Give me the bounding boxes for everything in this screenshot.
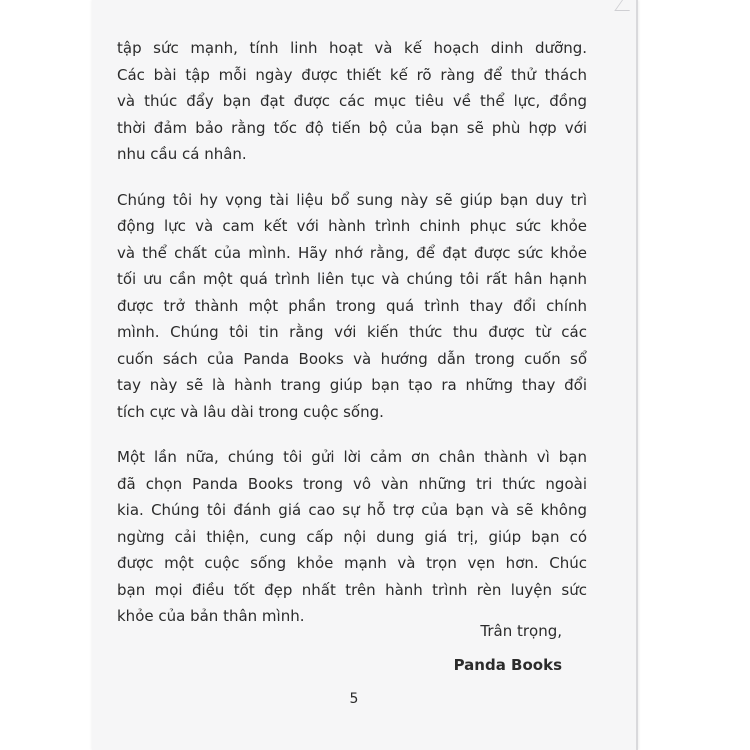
text-line: cuốn sách của Panda Books và hướng dẫn trong cuốn sổ bbox=[117, 349, 587, 368]
text-line: bạn mọi điều tốt đẹp nhất trên hành trình rèn luyện sức bbox=[117, 580, 587, 599]
text-line: khỏe của bản thân mình. bbox=[117, 607, 305, 625]
text-line: được một cuộc sống khỏe mạnh và trọn vẹn hơn. Chúc bbox=[117, 554, 587, 572]
closing-block bbox=[454, 616, 562, 680]
text-line: đã chọn Panda Books trong vô vàn những tri thức ngoài bbox=[117, 474, 587, 493]
text-line: thời đảm bảo rằng tốc độ tiến bộ của bạn sẽ phù hợp với bbox=[117, 118, 587, 137]
text-line: tối ưu cần một quá trình liên tục và chúng tôi rất hân hạnh bbox=[117, 270, 587, 288]
text-line: nhu cầu cá nhân. bbox=[117, 145, 247, 163]
text-line: tích cực và lâu dài trong cuộc sống. bbox=[117, 402, 384, 421]
text-line: ngừng cải thiện, cung cấp nội dung giá trị, giúp bạn có bbox=[117, 527, 587, 546]
text-line: tập sức mạnh, tính linh hoạt và kế hoạch dinh dưỡng. bbox=[117, 39, 587, 57]
text-line: Một lần nữa, chúng tôi gửi lời cảm ơn chân thành vì bạn bbox=[117, 448, 587, 466]
text-line: kia. Chúng tôi đánh giá cao sự hỗ trợ của bạn và sẽ không bbox=[117, 501, 587, 519]
text-line: động lực và cam kết với hành trình chinh phục sức khỏe bbox=[117, 217, 587, 235]
page-edge bbox=[636, 0, 638, 750]
text-line: và thúc đẩy bạn đạt được các mục tiêu về thể lực, đồng bbox=[117, 92, 587, 110]
text-line: mình. Chúng tôi tin rằng với kiến thức thu được từ các bbox=[117, 323, 587, 341]
text-line: và thể chất của mình. Hãy nhớ rằng, để đạt được sức khỏe bbox=[117, 243, 587, 262]
paragraph-1 bbox=[117, 35, 587, 168]
text-line: Các bài tập mỗi ngày được thiết kế rõ ràng để thử thách bbox=[117, 65, 587, 84]
text-line: tay này sẽ là hành trang giúp bạn tạo ra những thay đổi bbox=[117, 376, 587, 394]
paragraph-2 bbox=[117, 187, 587, 426]
paragraph-3 bbox=[117, 444, 587, 630]
signer-name: Panda Books bbox=[453, 656, 562, 674]
text-line: Chúng tôi hy vọng tài liệu bổ sung này sẽ giúp bạn duy trì bbox=[117, 190, 587, 209]
signoff-text: Trân trọng, bbox=[480, 622, 562, 640]
body-text bbox=[117, 35, 587, 649]
page-number: 5 bbox=[349, 691, 359, 707]
text-line: được trở thành một phần trong quá trình thay đổi chính bbox=[117, 296, 587, 315]
